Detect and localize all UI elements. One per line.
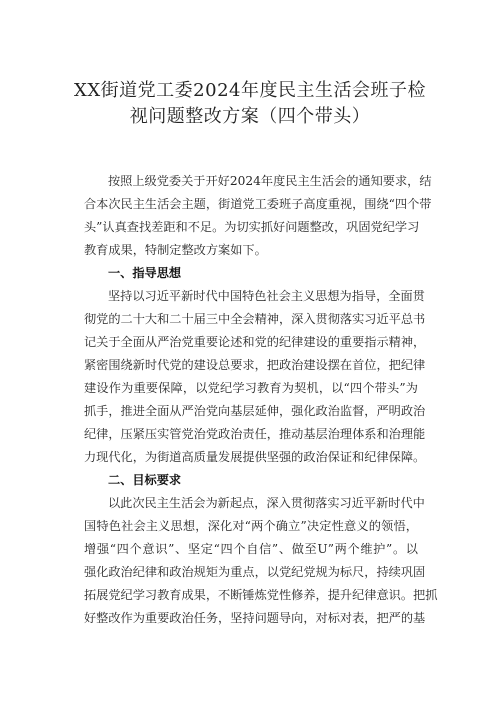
section2-line: 以此次民主生活会为新起点，深入贯彻落实习近平新时代中 [108, 496, 425, 510]
section2-line: 国特色社会主义思想，深化对“两个确立”决定性意义的领悟， [84, 519, 418, 533]
intro-line: 教育成果，特制定整改方案如下。 [84, 243, 267, 257]
section-heading-goals: 二、目标要求 [108, 473, 182, 487]
section2-line: 拓展党纪学习教育成果，不断锤炼党性修养，提升纪律意识。把抓 [84, 588, 438, 602]
section1-line: 彻党的二十大和二十届三中全会精神，深入贯彻落实习近平总书 [84, 312, 426, 326]
section1-line: 记关于全面从严治党重要论述和党的纪律建设的重要指示精神， [84, 335, 426, 349]
section1-line: 纪律，压紧压实管党治党政治责任，推动基层治理体系和治理能 [84, 427, 426, 441]
section1-line: 建设作为重要保障，以党纪学习教育为契机，以“四个带头”为 [84, 381, 418, 395]
section1-line: 抓手，推进全面从严治党向基层延伸，强化政治监督，严明政治 [84, 404, 426, 418]
intro-line: 合本次民主生活会主题，街道党工委班子高度重视，围绕“四个带 [84, 197, 432, 211]
section-heading-guiding-ideology: 一、指导思想 [108, 266, 182, 280]
section1-line: 坚持以习近平新时代中国特色社会主义思想为指导，全面贯 [108, 289, 425, 303]
section1-line: 力现代化，为街道高质量发展提供坚强的政治保证和纪律保障。 [84, 450, 426, 464]
section2-line: 好整改作为重要政治任务，坚持问题导向，对标对表，把严的基 [84, 611, 426, 625]
intro-line: 按照上级党委关于开好2024年度民主生活会的通知要求，结 [108, 174, 432, 188]
document-title-line-2: 视问题整改方案（四个带头） [129, 106, 371, 127]
document-title-line-1: XX街道党工委2024年度民主生活会班子检 [74, 80, 426, 101]
section2-line: 强化政治纪律和政治规矩为重点，以党纪党规为标尺，持续巩固 [84, 565, 426, 579]
section1-line: 紧密围绕新时代党的建设总要求，把政治建设摆在首位，把纪律 [84, 358, 426, 372]
section2-line: 增强“四个意识”、坚定“四个自信”、做至U”两个维护”。以 [84, 542, 418, 556]
intro-line: 头”认真查找差距和不足。为切实抓好问题整改，巩固党纪学习 [84, 220, 420, 234]
